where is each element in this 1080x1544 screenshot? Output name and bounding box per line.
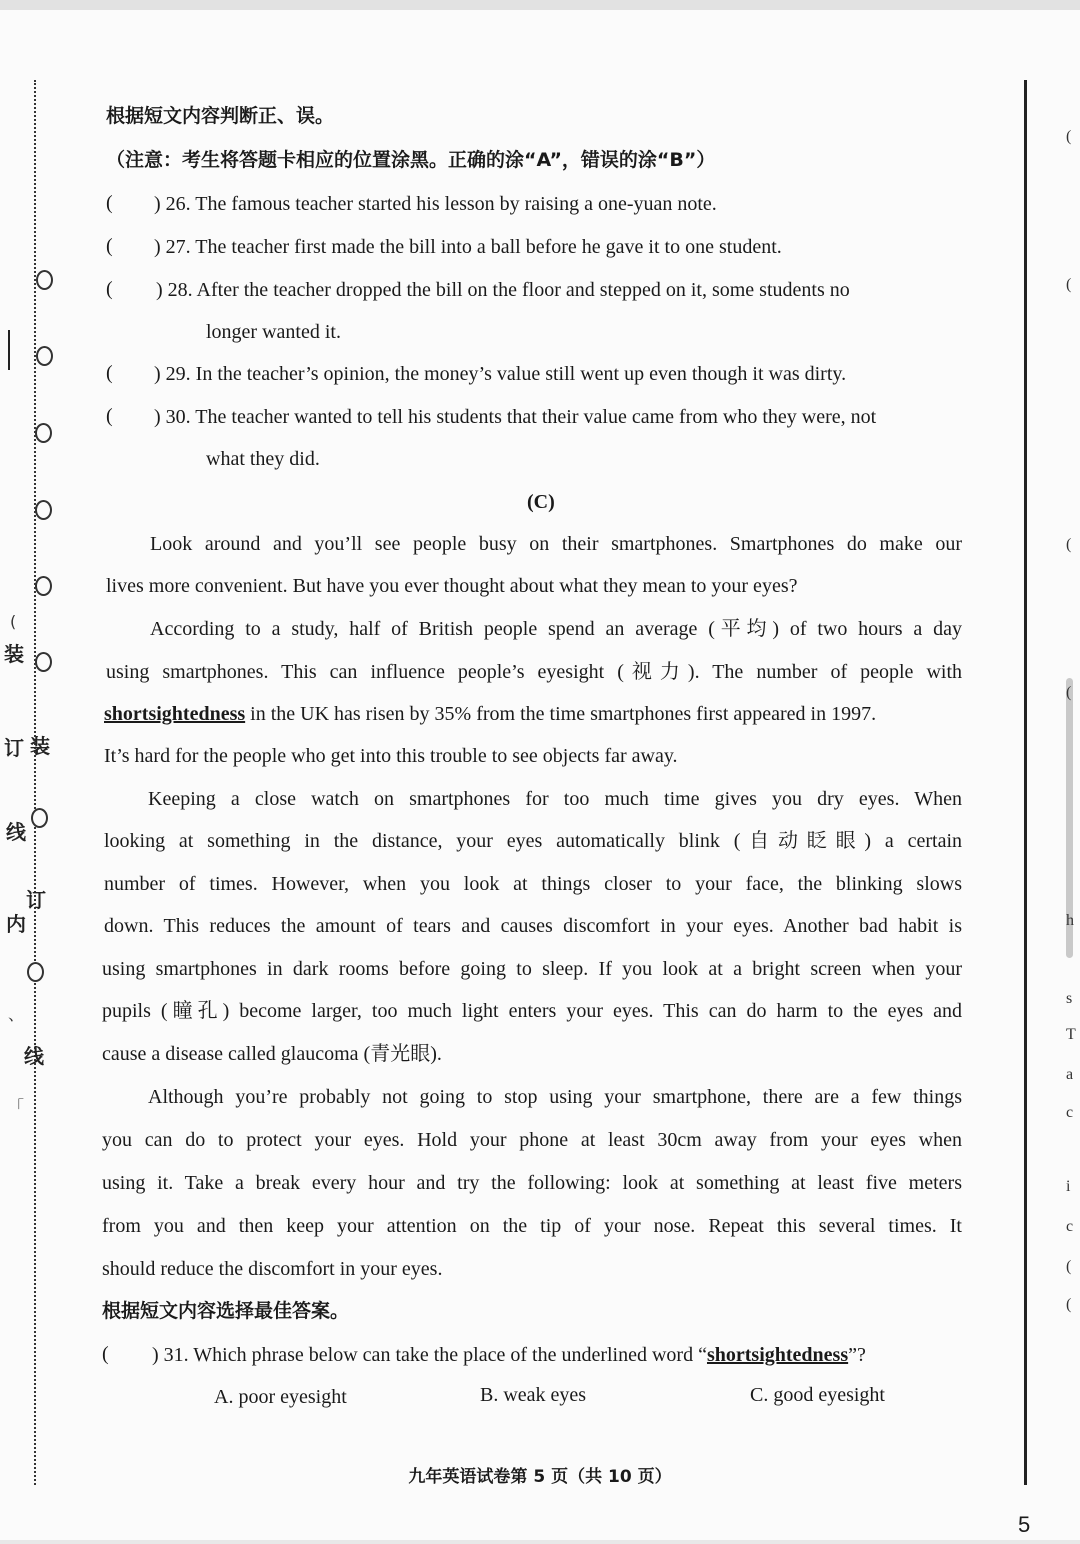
passage-line: should reduce the discomfort in your eyes. [102, 1258, 443, 1280]
binding-hole [35, 423, 52, 443]
passage-line: using smartphones. This can influence people’s eyesight (视力). The number of people with [106, 661, 962, 683]
passage-line: According to a study, half of British people spend an average (平均) of two hours a day [150, 618, 962, 640]
next-page-edge-text: c [1066, 1218, 1074, 1235]
binding-label: 线 [24, 1044, 44, 1068]
binding-hole [35, 652, 52, 672]
passage-line: number of times. However, when you look at things closer to your face, the blinking slows [104, 873, 962, 895]
mc-question-31 [152, 1343, 866, 1367]
option-b: B. weak eyes [480, 1384, 587, 1406]
binding-label: 订 [4, 736, 24, 760]
question-text: ) 31. Which phrase below can take the place of the underlined word “ [152, 1344, 707, 1366]
answer-paren: ( [106, 278, 113, 300]
binding-dotted-line [34, 80, 36, 1485]
passage-line: Although you’re probably not going to stop using your smartphone, there are a few things [148, 1086, 962, 1108]
answer-paren: ( [106, 405, 113, 427]
passage-line: cause a disease called glaucoma (青光眼). [102, 1043, 442, 1065]
question-text-end: ”? [848, 1344, 866, 1366]
binding-label: 装 [4, 642, 24, 666]
option-c: C. good eyesight [750, 1384, 885, 1406]
binding-hole [36, 270, 53, 290]
tf-question-27: ) 27. The teacher first made the bill into a ball before he gave it to one student. [154, 236, 782, 258]
underlined-word: shortsightedness [706, 1344, 849, 1366]
next-page-edge-text: h [1066, 912, 1074, 929]
binding-label: 装 [30, 734, 50, 758]
binding-label: ( [10, 612, 17, 631]
next-page-edge-text: s [1066, 990, 1073, 1007]
next-page-edge-text: ( [1066, 1296, 1072, 1313]
passage-line: pupils (瞳孔) become larger, too much light enters your eyes. This can do harm to the eyes and [102, 1000, 962, 1022]
next-page-edge-text: T [1066, 1026, 1076, 1043]
tf-question-30: ) 30. The teacher wanted to tell his students that their value came from who they were, not [154, 406, 877, 428]
answer-paren: ( [102, 1343, 109, 1365]
binding-hole [36, 346, 53, 366]
next-page-edge-text: ( [1066, 536, 1072, 553]
next-page-edge-text: ( [1066, 276, 1072, 293]
passage-line: using it. Take a break every hour and try the following: look at something at least five meters [102, 1172, 962, 1194]
binding-hole [31, 808, 48, 828]
passage-line: looking at something in the distance, your eyes automatically blink (自动眨眼) a certain [104, 830, 962, 852]
bottom-bar [0, 1540, 1080, 1544]
binding-hole [35, 576, 52, 596]
right-page-rule [1024, 80, 1027, 1485]
binding-label: 内 [6, 912, 26, 936]
passage-line: you can do to protect your eyes. Hold your phone at least 30cm away from your eyes when [102, 1129, 962, 1151]
binding-label: 订 [26, 888, 46, 912]
underlined-word: shortsightedness [104, 703, 246, 725]
binding-tick-mark [8, 330, 10, 370]
passage-line: lives more convenient. But have you ever thought about what they mean to your eyes? [106, 575, 798, 597]
next-page-edge-text: c [1066, 1104, 1074, 1121]
next-page-edge-text: i [1066, 1178, 1071, 1195]
tf-question-28-cont: longer wanted it. [206, 321, 341, 343]
tf-question-28: ) 28. After the teacher dropped the bill on the floor and stepped on it, some students no [156, 279, 850, 301]
viewer-page-number: 5 [1018, 1512, 1031, 1537]
passage-line: It’s hard for the people who get into this trouble to see objects far away. [104, 745, 678, 767]
passage-line: Look around and you’ll see people busy on their smartphones. Smartphones do make our [150, 533, 962, 555]
tf-question-26: ) 26. The famous teacher started his lesson by raising a one-yuan note. [154, 193, 717, 215]
top-bar [0, 0, 1080, 10]
passage-line-with-underline [104, 702, 876, 726]
tf-question-29: ) 29. In the teacher’s opinion, the money’s value still went up even though it was dirty. [154, 363, 847, 385]
passage-line: using smartphones in dark rooms before going to sleep. If you look at a bright screen when your [102, 958, 962, 980]
passage-line: from you and then keep your attention on the tip of your nose. Repeat this several times. It [102, 1215, 962, 1237]
mc-heading: 根据短文内容选择最佳答案。 [102, 1300, 350, 1322]
passage-line-rest: in the UK has risen by 35% from the time smartphones first appeared in 1997. [250, 703, 877, 725]
binding-label: 「 [8, 1097, 25, 1116]
tf-note: （注意：考生将答题卡相应的位置涂黑。正确的涂“A”，错误的涂“B”） [106, 149, 716, 171]
answer-paren: ( [106, 235, 113, 257]
binding-hole [27, 962, 44, 982]
next-page-edge-text: ( [1066, 128, 1072, 145]
passage-line: Keeping a close watch on smartphones for too much time gives you dry eyes. When [148, 788, 962, 810]
binding-label: 线 [6, 820, 26, 844]
passage-line: down. This reduces the amount of tears and causes discomfort in your eyes. Another bad habit is [104, 915, 962, 937]
answer-paren: ( [106, 192, 113, 214]
next-page-edge-text: ( [1066, 684, 1072, 701]
passage-label: (C) [527, 491, 555, 513]
next-page-edge-text: ( [1066, 1258, 1072, 1275]
page-footer: 九年英语试卷第 5 页（共 10 页） [408, 1467, 672, 1487]
answer-paren: ( [106, 362, 113, 384]
tf-heading: 根据短文内容判断正、误。 [106, 105, 335, 127]
binding-hole [35, 500, 52, 520]
next-page-edge-text: a [1066, 1066, 1074, 1083]
binding-label: 、 [8, 1005, 25, 1024]
option-a: A. poor eyesight [214, 1386, 347, 1408]
tf-question-30-cont: what they did. [206, 448, 320, 470]
